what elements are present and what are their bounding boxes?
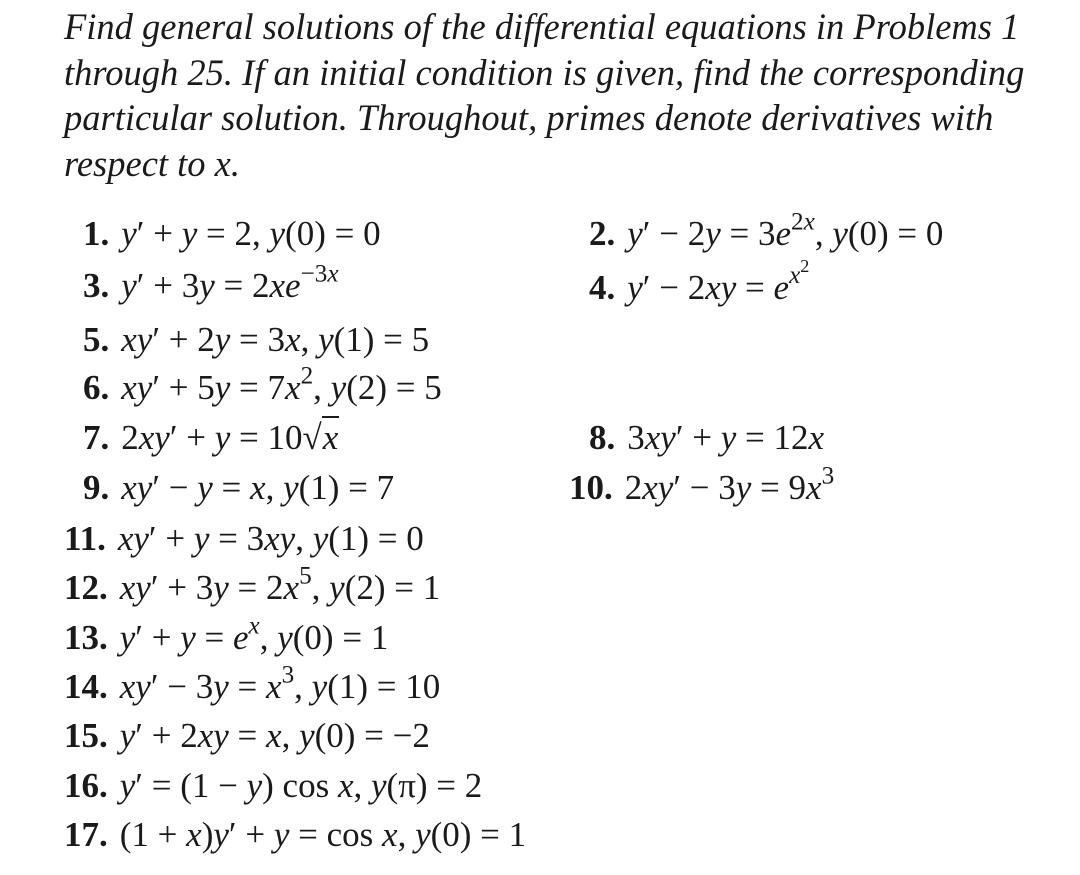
problem-number: 7. (83, 418, 110, 457)
problem-equation: 2xy′ + y = 10√x (121, 418, 339, 457)
problem-equation: 3xy′ + y = 12x (627, 418, 825, 457)
problem-equation: $y' - 2y = 3e^{2x}$, y(0) = 0 (627, 208, 944, 253)
problem-equation: $y' - 2xy = e^{x^2}$ (627, 256, 810, 307)
problem-14 (64, 661, 441, 707)
problem-number: 6. (83, 368, 110, 407)
problem-equation: $xy' + 5y = 7x^2$, y(2) = 5 (121, 362, 442, 407)
problem-8 (589, 418, 824, 458)
problem-equation: y′ + 2xy = x, y(0) = −2 (119, 716, 430, 755)
problem-equation: xy′ + y = 3xy, y(1) = 0 (117, 519, 424, 558)
problem-13 (64, 612, 389, 658)
problem-12 (64, 562, 441, 608)
problem-number: 10. (569, 468, 613, 507)
problem-10 (569, 462, 835, 508)
problem-11 (64, 519, 424, 559)
problem-equation: $xy' + 3y = 2x^5$, y(2) = 1 (119, 562, 441, 607)
problem-9 (83, 468, 394, 508)
problem-number: 3. (83, 266, 110, 305)
problem-equation: xy′ − y = x, y(1) = 7 (121, 468, 395, 507)
problem-number: 15. (64, 716, 108, 755)
problem-number: 16. (64, 766, 108, 805)
problem-equation: y′ = (1 − y) cos x, y(π) = 2 (119, 766, 483, 805)
problem-equation: $y' + 3y = 2xe^{-3x}$ (121, 260, 339, 305)
problem-number: 12. (64, 568, 108, 607)
problem-17 (64, 815, 526, 855)
problem-equation: y′ + y = 2, y(0) = 0 (121, 214, 381, 253)
problem-number: 14. (64, 667, 108, 706)
instructions-paragraph: Find general solutions of the differential equations in Problems 1 through 25. If an initial condition is given, find the corresponding particular solution. Throughout, primes denote derivatives with respect to x. (64, 6, 1025, 184)
problem-16 (64, 766, 482, 806)
problem-number: 17. (64, 815, 108, 854)
problem-5 (83, 320, 429, 360)
problem-number: 5. (83, 320, 110, 359)
problem-number: 9. (83, 468, 110, 507)
problem-15 (64, 716, 430, 756)
problem-equation: (1 + x)y′ + y = cos x, y(0) = 1 (119, 815, 527, 854)
problem-3 (83, 260, 339, 306)
problem-4 (589, 256, 810, 308)
problem-6 (83, 362, 442, 408)
problem-number: 13. (64, 618, 108, 657)
problem-equation: $xy' - 3y = x^3$, y(1) = 10 (119, 661, 441, 706)
problem-equation: xy′ + 2y = 3x, y(1) = 5 (121, 320, 430, 359)
problem-number: 1. (83, 214, 110, 253)
problem-7 (83, 418, 339, 458)
problem-number: 2. (589, 214, 616, 253)
problem-number: 4. (589, 267, 616, 307)
problem-equation: $y' + y = e^x$, y(0) = 1 (119, 612, 389, 657)
problem-number: 11. (64, 519, 106, 558)
problem-equation: $2xy' - 3y = 9x^3$ (624, 462, 835, 507)
square-root-icon: √x (302, 418, 339, 457)
problem-number: 8. (589, 418, 616, 457)
problem-1 (83, 214, 381, 254)
problem-2 (589, 208, 944, 254)
